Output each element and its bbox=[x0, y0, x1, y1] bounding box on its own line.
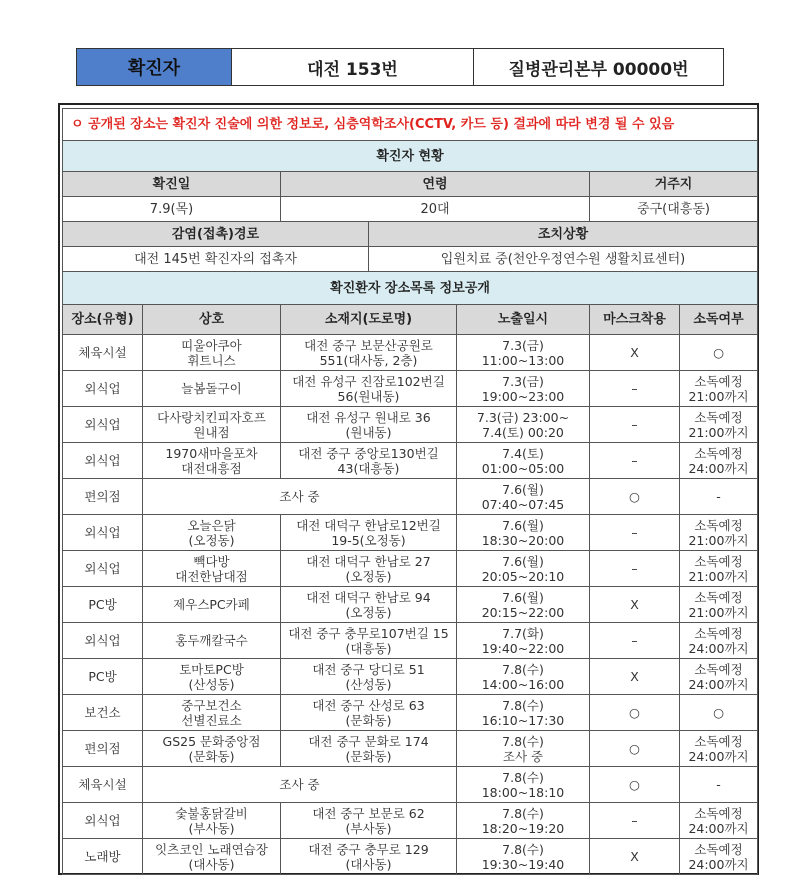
place-name bbox=[143, 623, 281, 659]
col-header-address: 소재지(도로명) bbox=[281, 305, 457, 335]
place-address bbox=[281, 371, 457, 407]
mask-status: – bbox=[590, 803, 680, 839]
cell-line: 대전 중구 충무로107번길 15 bbox=[288, 625, 449, 641]
cell-line: (오정동) bbox=[188, 532, 235, 548]
cell-line: 18:30~20:00 bbox=[481, 532, 565, 548]
cell-line: 21:00까지 bbox=[688, 568, 749, 584]
mask-status: ○ bbox=[590, 695, 680, 731]
exposure-time bbox=[457, 623, 590, 659]
table-row bbox=[63, 335, 758, 371]
place-name bbox=[143, 839, 281, 875]
exposure-time bbox=[457, 839, 590, 875]
cell-line: 소독예정 bbox=[694, 661, 743, 677]
place-address bbox=[281, 443, 457, 479]
disinfect-status bbox=[680, 515, 758, 551]
col-header-disinfect: 소독여부 bbox=[680, 305, 758, 335]
cell-line: 11:00~13:00 bbox=[481, 352, 565, 368]
table-row bbox=[63, 839, 758, 875]
status-residence: 중구(대흥동) bbox=[590, 197, 758, 222]
col-header-exposure: 노출일시 bbox=[457, 305, 590, 335]
disinfect-status bbox=[680, 695, 758, 731]
table-row bbox=[63, 731, 758, 767]
cell-line: 21:00까지 bbox=[688, 604, 749, 620]
place-address bbox=[281, 515, 457, 551]
cell-line: (대사동) bbox=[188, 856, 235, 872]
place-address bbox=[281, 335, 457, 371]
disinfect-status bbox=[680, 407, 758, 443]
document-frame bbox=[58, 103, 759, 875]
cell-line: (부사동) bbox=[345, 820, 392, 836]
cell-line: 14:00~16:00 bbox=[481, 676, 565, 692]
notice-text: ㅇ 공개된 장소는 확진자 진술에 의한 정보로, 심층역학조사(CCTV, 카드 등) 결과에 따라 변경 될 수 있음 bbox=[63, 109, 758, 141]
place-type: 보건소 bbox=[63, 695, 143, 731]
cell-line: 띠울아쿠아 bbox=[181, 337, 242, 353]
place-type: 편의점 bbox=[63, 479, 143, 515]
disinfect-status bbox=[680, 623, 758, 659]
cell-line: 소독예정 bbox=[694, 553, 743, 569]
cell-line: (산성동) bbox=[345, 676, 392, 692]
exposure-time bbox=[457, 803, 590, 839]
disinfect-status bbox=[680, 551, 758, 587]
place-name bbox=[143, 803, 281, 839]
table-row bbox=[63, 587, 758, 623]
table-row bbox=[63, 695, 758, 731]
table-row bbox=[63, 803, 758, 839]
table-row bbox=[63, 371, 758, 407]
cell-line: 대전 유성구 진잠로102번길 bbox=[292, 373, 445, 389]
cell-line: 18:00~18:10 bbox=[481, 784, 565, 800]
mask-status: X bbox=[590, 659, 680, 695]
cell-line: 7.6(월) bbox=[502, 553, 544, 569]
cell-line: 숯불홍닭갈비 bbox=[175, 805, 248, 821]
cell-line: 소독예정 bbox=[694, 409, 743, 425]
status-section-title: 확진자 현황 bbox=[63, 141, 758, 172]
table-row bbox=[63, 767, 758, 803]
place-name bbox=[143, 443, 281, 479]
table-row bbox=[63, 515, 758, 551]
exposure-time bbox=[457, 335, 590, 371]
mask-status: – bbox=[590, 515, 680, 551]
cell-line: 20:15~22:00 bbox=[481, 604, 565, 620]
cell-line: 07:40~07:45 bbox=[481, 496, 565, 512]
col-header-type: 장소(유형) bbox=[63, 305, 143, 335]
cell-line: 대전 중구 중앙로130번길 bbox=[298, 445, 439, 461]
place-name bbox=[143, 371, 281, 407]
disinfect-status bbox=[680, 587, 758, 623]
place-type: PC방 bbox=[63, 587, 143, 623]
table-row bbox=[63, 659, 758, 695]
table-row bbox=[63, 479, 758, 515]
cell-line: 소독예정 bbox=[694, 373, 743, 389]
cell-line: 7.4(토) bbox=[502, 445, 544, 461]
disinfect-status bbox=[680, 335, 758, 371]
cell-line: 제우스PC카페 bbox=[173, 597, 250, 612]
place-type: 편의점 bbox=[63, 731, 143, 767]
cell-line: 7.4(토) 00:20 bbox=[482, 424, 564, 440]
place-address bbox=[281, 587, 457, 623]
cell-line: 대전 대덕구 한남로 27 bbox=[306, 553, 431, 569]
cell-line: 대전 중구 산성로 63 bbox=[312, 697, 425, 713]
cell-line: 대전 중구 당디로 51 bbox=[312, 661, 425, 677]
place-type: 외식업 bbox=[63, 515, 143, 551]
cell-line: 빽다방 bbox=[193, 553, 230, 569]
place-address bbox=[281, 731, 457, 767]
place-address bbox=[281, 659, 457, 695]
place-name bbox=[143, 335, 281, 371]
cell-line: (문화동) bbox=[345, 712, 392, 728]
cell-line: 토마토PC방 bbox=[179, 661, 244, 677]
cell-line: 소독예정 bbox=[694, 733, 743, 749]
mask-status: ○ bbox=[590, 731, 680, 767]
cell-line: 소독예정 bbox=[694, 625, 743, 641]
place-type: 체육시설 bbox=[63, 767, 143, 803]
place-address bbox=[281, 551, 457, 587]
cell-line: 21:00까지 bbox=[688, 532, 749, 548]
mask-status: – bbox=[590, 371, 680, 407]
cell-line: 19-5(오정동) bbox=[331, 532, 406, 548]
place-name bbox=[143, 515, 281, 551]
place-name bbox=[143, 731, 281, 767]
mask-status: ○ bbox=[590, 767, 680, 803]
cell-line: 소독예정 bbox=[694, 445, 743, 461]
disinfect-status bbox=[680, 767, 758, 803]
main-table bbox=[62, 108, 758, 875]
status-route: 대전 145번 확진자의 접촉자 bbox=[63, 247, 369, 272]
cell-line: 7.8(수) bbox=[502, 841, 544, 857]
cell-line: 선별진료소 bbox=[181, 712, 242, 728]
mask-status: ○ bbox=[590, 479, 680, 515]
place-type: 외식업 bbox=[63, 803, 143, 839]
cell-line: 43(대흥동) bbox=[337, 460, 400, 476]
disinfect-status bbox=[680, 371, 758, 407]
cell-line: (오정동) bbox=[345, 568, 392, 584]
cell-line: 다사랑치킨피자호프 bbox=[157, 409, 266, 425]
table-row bbox=[63, 551, 758, 587]
cell-line: 대전 중구 보문산공원로 bbox=[304, 337, 433, 353]
place-address bbox=[281, 803, 457, 839]
place-name bbox=[143, 551, 281, 587]
cell-line: 원내점 bbox=[193, 424, 230, 440]
cell-line: (오정동) bbox=[345, 604, 392, 620]
disinfect-status bbox=[680, 803, 758, 839]
disinfect-status bbox=[680, 659, 758, 695]
exposure-time bbox=[457, 371, 590, 407]
cell-line: 21:00까지 bbox=[688, 424, 749, 440]
cell-line: 홍두깨칼국수 bbox=[175, 633, 248, 648]
cell-line: 조사 중 bbox=[502, 748, 544, 764]
exposure-time bbox=[457, 407, 590, 443]
cell-line: 오늘은닭 bbox=[187, 517, 236, 533]
cell-line: (대흥동) bbox=[345, 640, 392, 656]
cell-line: 24:00까지 bbox=[688, 640, 749, 656]
cell-line: ○ bbox=[713, 705, 724, 720]
place-type: 외식업 bbox=[63, 443, 143, 479]
cell-line: 7.3(금) 23:00~ bbox=[476, 409, 570, 425]
cell-line: - bbox=[716, 489, 721, 504]
cell-line: 대전 유성구 원내로 36 bbox=[306, 409, 431, 425]
exposure-time bbox=[457, 695, 590, 731]
cell-line: 7.6(월) bbox=[502, 589, 544, 605]
cell-line: 7.8(수) bbox=[502, 733, 544, 749]
cell-line: 대전 대덕구 한남로12번길 bbox=[296, 517, 441, 533]
exposure-time bbox=[457, 767, 590, 803]
status-action: 입원치료 중(천안우정연수원 생활치료센터) bbox=[369, 247, 758, 272]
cell-line: 19:30~19:40 bbox=[481, 856, 565, 872]
mask-status: – bbox=[590, 551, 680, 587]
mask-status: – bbox=[590, 407, 680, 443]
cell-line: 대전 중구 문화로 174 bbox=[308, 733, 429, 749]
cell-line: (대사동) bbox=[345, 856, 392, 872]
table-row bbox=[63, 443, 758, 479]
cell-line: 16:10~17:30 bbox=[481, 712, 565, 728]
cell-line: 소독예정 bbox=[694, 805, 743, 821]
cell-line: 7.6(월) bbox=[502, 517, 544, 533]
status-header-date: 확진일 bbox=[63, 172, 281, 197]
cell-line: 24:00까지 bbox=[688, 856, 749, 872]
status-header-age: 연령 bbox=[281, 172, 590, 197]
cell-line: 대전대흥점 bbox=[181, 460, 242, 476]
cell-line: 24:00까지 bbox=[688, 820, 749, 836]
cell-line: (부사동) bbox=[188, 820, 235, 836]
place-address bbox=[281, 695, 457, 731]
place-address bbox=[281, 839, 457, 875]
disinfect-status bbox=[680, 731, 758, 767]
status-header-residence: 거주지 bbox=[590, 172, 758, 197]
table-row bbox=[63, 407, 758, 443]
place-under-investigation: 조사 중 bbox=[143, 767, 457, 803]
place-name bbox=[143, 587, 281, 623]
header-kcdc-number: 질병관리본부 00000번 bbox=[474, 49, 724, 86]
mask-status: – bbox=[590, 443, 680, 479]
cell-line: (문화동) bbox=[188, 748, 235, 764]
cell-line: 24:00까지 bbox=[688, 676, 749, 692]
cell-line: 잇츠코인 노래연습장 bbox=[155, 841, 268, 857]
cell-line: 대전한남대점 bbox=[175, 568, 248, 584]
exposure-time bbox=[457, 587, 590, 623]
cell-line: 소독예정 bbox=[694, 517, 743, 533]
exposure-time bbox=[457, 443, 590, 479]
disinfect-status bbox=[680, 479, 758, 515]
cell-line: 휘트니스 bbox=[187, 352, 236, 368]
cell-line: 551(대사동, 2층) bbox=[319, 352, 418, 368]
status-header-action: 조치상황 bbox=[369, 222, 758, 247]
header-label: 확진자 bbox=[77, 49, 232, 86]
cell-line: 7.3(금) bbox=[502, 337, 544, 353]
cell-line: 7.8(수) bbox=[502, 805, 544, 821]
cell-line: 7.8(수) bbox=[502, 697, 544, 713]
place-name bbox=[143, 695, 281, 731]
cell-line: 24:00까지 bbox=[688, 460, 749, 476]
cell-line: 소독예정 bbox=[694, 589, 743, 605]
cell-line: 7.7(화) bbox=[502, 625, 544, 641]
cell-line: (원내동) bbox=[345, 424, 392, 440]
place-type: 외식업 bbox=[63, 551, 143, 587]
cell-line: (문화동) bbox=[345, 748, 392, 764]
cell-line: 대전 중구 충무로 129 bbox=[308, 841, 429, 857]
status-age: 20대 bbox=[281, 197, 590, 222]
cell-line: 소독예정 bbox=[694, 841, 743, 857]
cell-line: 1970새마을포차 bbox=[165, 445, 258, 461]
place-type: PC방 bbox=[63, 659, 143, 695]
cell-line: 19:40~22:00 bbox=[481, 640, 565, 656]
cell-line: 7.6(월) bbox=[502, 481, 544, 497]
exposure-time bbox=[457, 659, 590, 695]
cell-line: 24:00까지 bbox=[688, 748, 749, 764]
place-type: 외식업 bbox=[63, 407, 143, 443]
place-type: 체육시설 bbox=[63, 335, 143, 371]
cell-line: 늘봄돌구이 bbox=[181, 381, 242, 396]
mask-status: X bbox=[590, 839, 680, 875]
mask-status: – bbox=[590, 623, 680, 659]
place-type: 외식업 bbox=[63, 371, 143, 407]
places-section-title: 확진환자 장소목록 정보공개 bbox=[63, 272, 758, 305]
place-type: 외식업 bbox=[63, 623, 143, 659]
exposure-time bbox=[457, 515, 590, 551]
header-patient-number: 대전 153번 bbox=[232, 49, 474, 86]
cell-line: 7.8(수) bbox=[502, 661, 544, 677]
cell-line: 중구보건소 bbox=[181, 697, 242, 713]
table-row bbox=[63, 623, 758, 659]
cell-line: 18:20~19:20 bbox=[481, 820, 565, 836]
header-table bbox=[76, 48, 724, 86]
cell-line: 01:00~05:00 bbox=[481, 460, 565, 476]
cell-line: 19:00~23:00 bbox=[481, 388, 565, 404]
status-header-route: 감염(접촉)경로 bbox=[63, 222, 369, 247]
disinfect-status bbox=[680, 839, 758, 875]
cell-line: 21:00까지 bbox=[688, 388, 749, 404]
cell-line: (산성동) bbox=[188, 676, 235, 692]
col-header-mask: 마스크착용 bbox=[590, 305, 680, 335]
place-name bbox=[143, 659, 281, 695]
cell-line: 대전 중구 보문로 62 bbox=[312, 805, 425, 821]
cell-line: 56(원내동) bbox=[337, 388, 400, 404]
cell-line: 7.8(수) bbox=[502, 769, 544, 785]
cell-line: 7.3(금) bbox=[502, 373, 544, 389]
exposure-time bbox=[457, 731, 590, 767]
exposure-time bbox=[457, 479, 590, 515]
place-type: 노래방 bbox=[63, 839, 143, 875]
place-name bbox=[143, 407, 281, 443]
cell-line: - bbox=[716, 777, 721, 792]
place-address bbox=[281, 407, 457, 443]
exposure-time bbox=[457, 551, 590, 587]
cell-line: GS25 문화중앙점 bbox=[162, 733, 261, 749]
cell-line: ○ bbox=[713, 345, 724, 360]
mask-status: X bbox=[590, 335, 680, 371]
cell-line: 대전 대덕구 한남로 94 bbox=[306, 589, 431, 605]
cell-line: 20:05~20:10 bbox=[481, 568, 565, 584]
mask-status: X bbox=[590, 587, 680, 623]
status-date: 7.9(목) bbox=[63, 197, 281, 222]
place-address bbox=[281, 623, 457, 659]
disinfect-status bbox=[680, 443, 758, 479]
place-under-investigation: 조사 중 bbox=[143, 479, 457, 515]
col-header-name: 상호 bbox=[143, 305, 281, 335]
